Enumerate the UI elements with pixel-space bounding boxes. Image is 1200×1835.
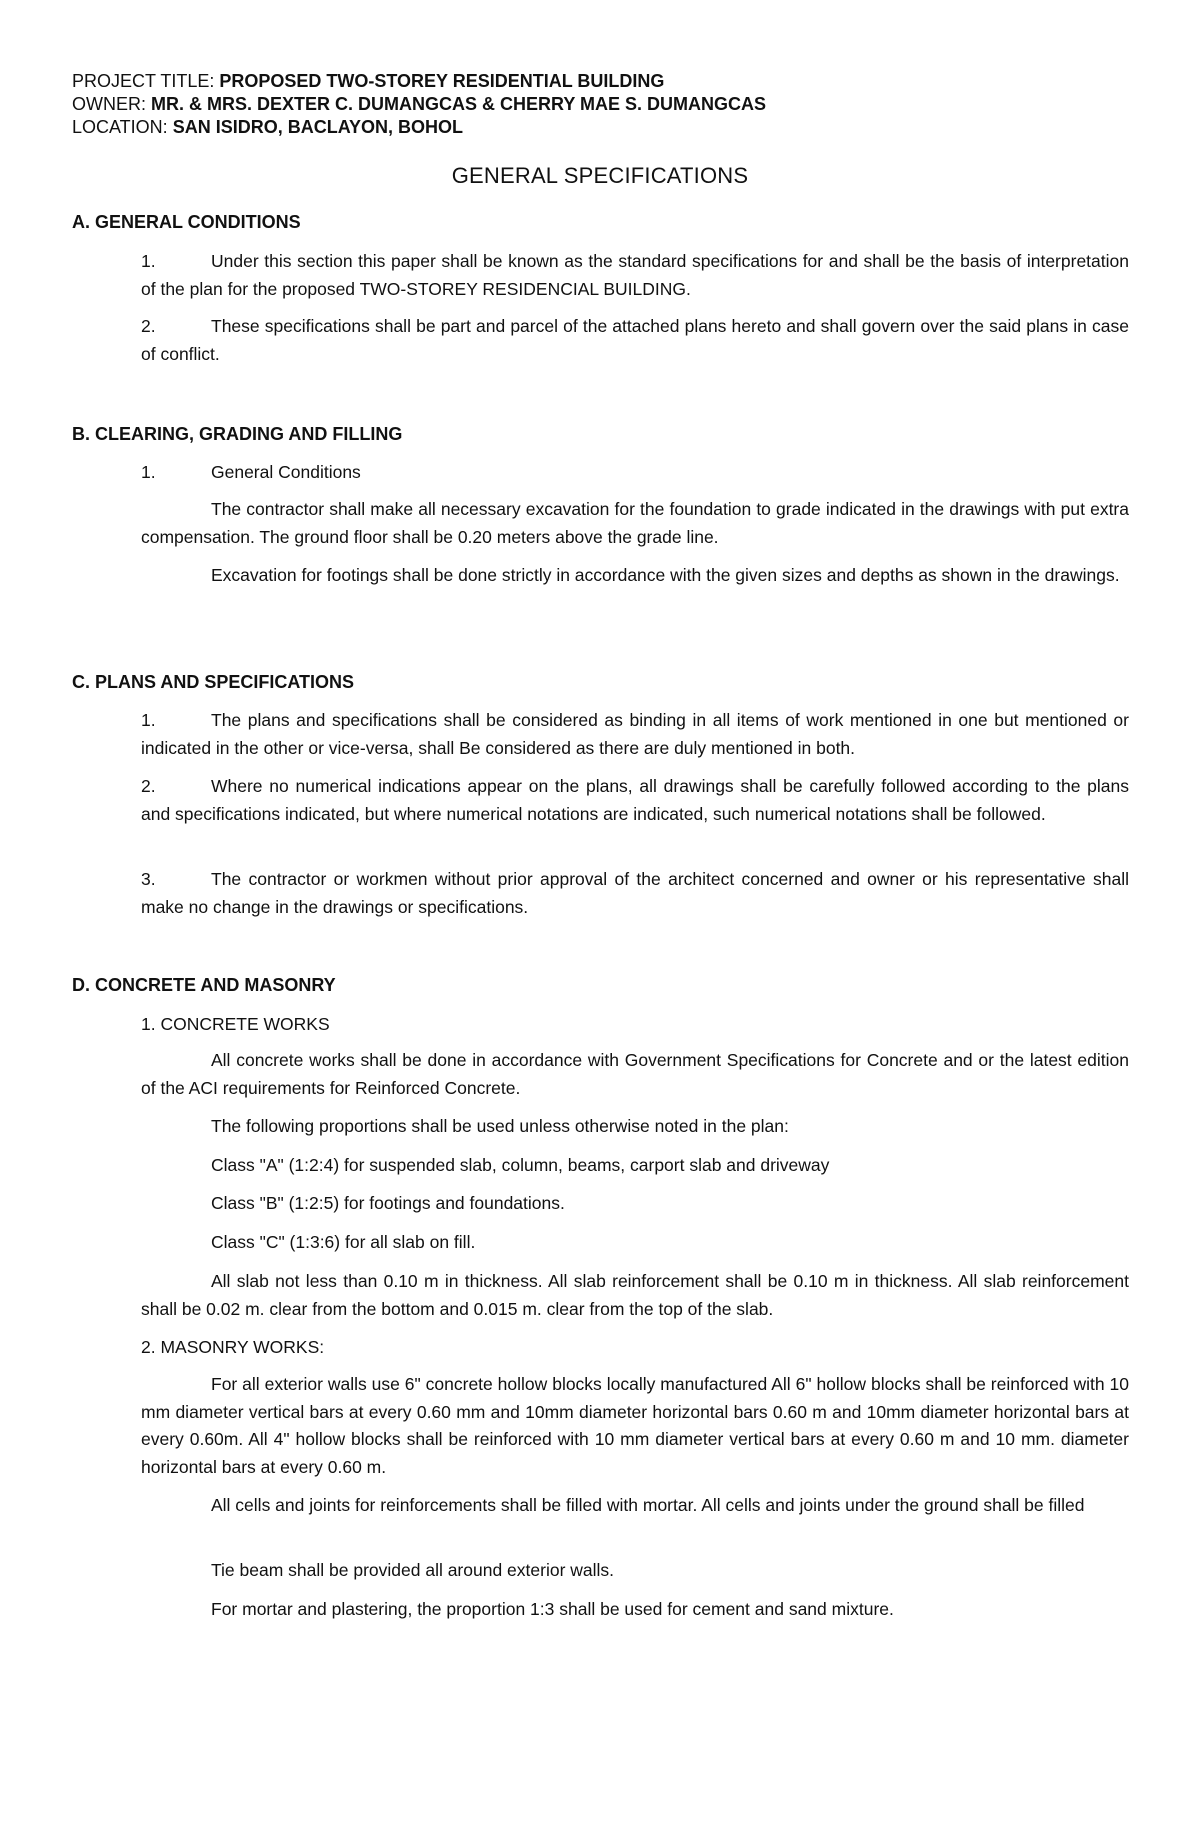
item-text: Where no numerical indications appear on the plans, all drawings shall be carefully followed according to the plans and specifications indicated, but where numerical notations are indicated, such numerical notations shall be followed. xyxy=(141,776,1129,824)
location-line xyxy=(72,116,766,139)
location-value: SAN ISIDRO, BACLAYON, BOHOL xyxy=(172,117,464,137)
owner-value: MR. & MRS. DEXTER C. DUMANGCAS & CHERRY MAE S. DUMANGCAS xyxy=(151,94,767,114)
project-title-value: PROPOSED TWO-STOREY RESIDENTIAL BUILDING xyxy=(219,71,665,91)
item-number: 1. xyxy=(141,251,156,271)
item-number: 2. xyxy=(141,316,156,336)
concrete-class-c: Class "C" (1:3:6) for all slab on fill. xyxy=(211,1232,476,1252)
section-a-heading: A. GENERAL CONDITIONS xyxy=(72,212,301,232)
masonry-paragraph-4: For mortar and plastering, the proportion 1:3 shall be used for cement and sand mixture. xyxy=(211,1599,894,1619)
section-b-heading: B. CLEARING, GRADING AND FILLING xyxy=(72,424,403,444)
owner-label: OWNER: xyxy=(72,94,151,114)
section-c-item-2 xyxy=(141,773,1129,828)
concrete-paragraph-3: All slab not less than 0.10 m in thickness. All slab reinforcement shall be 0.10 m in thickness. All slab reinforcement shall be 0.02 m. clear from the bottom and 0.015 m. clear from the top of the slab. xyxy=(141,1271,1129,1319)
section-d-heading: D. CONCRETE AND MASONRY xyxy=(72,975,336,995)
masonry-works-subheading: 2. MASONRY WORKS: xyxy=(141,1337,325,1357)
masonry-paragraph-1: For all exterior walls use 6" concrete hollow blocks locally manufactured All 6" hollow blocks shall be reinforced with 10 mm diameter vertical bars at every 0.60 mm and 10mm diameter horizontal bars 0.60 m and 10mm diameter horizontal bars at every 0.60m. All 4" hollow blocks shall be reinforced with 10 mm diameter vertical bars at every 0.60 m and 10 mm. diameter horizontal bars at every 0.60 m. xyxy=(141,1374,1129,1477)
masonry-paragraph-2: All cells and joints for reinforcements shall be filled with mortar. All cells and joints under the ground shall be filled xyxy=(211,1495,1085,1515)
subheading-label: General Conditions xyxy=(211,462,361,482)
item-text: Under this section this paper shall be known as the standard specifications for and shall be the basis of interpretation of the plan for the proposed TWO-STOREY RESIDENCIAL BUILDING. xyxy=(141,251,1129,299)
masonry-paragraph-3: Tie beam shall be provided all around exterior walls. xyxy=(211,1560,615,1580)
location-label: LOCATION: xyxy=(72,117,173,137)
item-text: The plans and specifications shall be considered as binding in all items of work mentioned in one but mentioned or indicated in the other or vice-versa, shall Be considered as there are duly mentioned in both. xyxy=(141,710,1129,758)
section-b-subheading xyxy=(141,459,361,487)
item-number: 1. xyxy=(141,710,156,730)
section-c-heading: C. PLANS AND SPECIFICATIONS xyxy=(72,672,355,692)
project-title-line xyxy=(72,70,766,93)
section-b-paragraph-2: Excavation for footings shall be done strictly in accordance with the given sizes and depths as shown in the drawings. xyxy=(211,565,1120,585)
section-a-item-1 xyxy=(141,248,1129,303)
concrete-paragraph-2: The following proportions shall be used unless otherwise noted in the plan: xyxy=(211,1116,789,1136)
section-c-item-1 xyxy=(141,707,1129,762)
item-number: 1. xyxy=(141,462,156,482)
section-b-paragraph-1: The contractor shall make all necessary excavation for the foundation to grade indicated in the drawings with put extra compensation. The ground floor shall be 0.20 meters above the grade line. xyxy=(141,499,1129,547)
document-title: GENERAL SPECIFICATIONS xyxy=(451,163,749,188)
section-a-item-2 xyxy=(141,313,1129,368)
item-text: The contractor or workmen without prior approval of the architect concerned and owner or his representative shall make no change in the drawings or specifications. xyxy=(141,869,1129,917)
item-text: These specifications shall be part and parcel of the attached plans hereto and shall govern over the said plans in case of conflict. xyxy=(141,316,1129,364)
concrete-works-subheading: 1. CONCRETE WORKS xyxy=(141,1014,330,1034)
item-number: 2. xyxy=(141,776,156,796)
section-c-item-3 xyxy=(141,866,1129,921)
owner-line xyxy=(72,93,766,116)
concrete-paragraph-1: All concrete works shall be done in accordance with Government Specifications for Concrete and or the latest edition of the ACI requirements for Reinforced Concrete. xyxy=(141,1050,1129,1098)
concrete-class-a: Class "A" (1:2:4) for suspended slab, column, beams, carport slab and driveway xyxy=(211,1155,830,1175)
project-header xyxy=(72,70,766,139)
item-number: 3. xyxy=(141,869,156,889)
project-title-label: PROJECT TITLE: xyxy=(72,71,220,91)
concrete-class-b: Class "B" (1:2:5) for footings and foundations. xyxy=(211,1193,565,1213)
